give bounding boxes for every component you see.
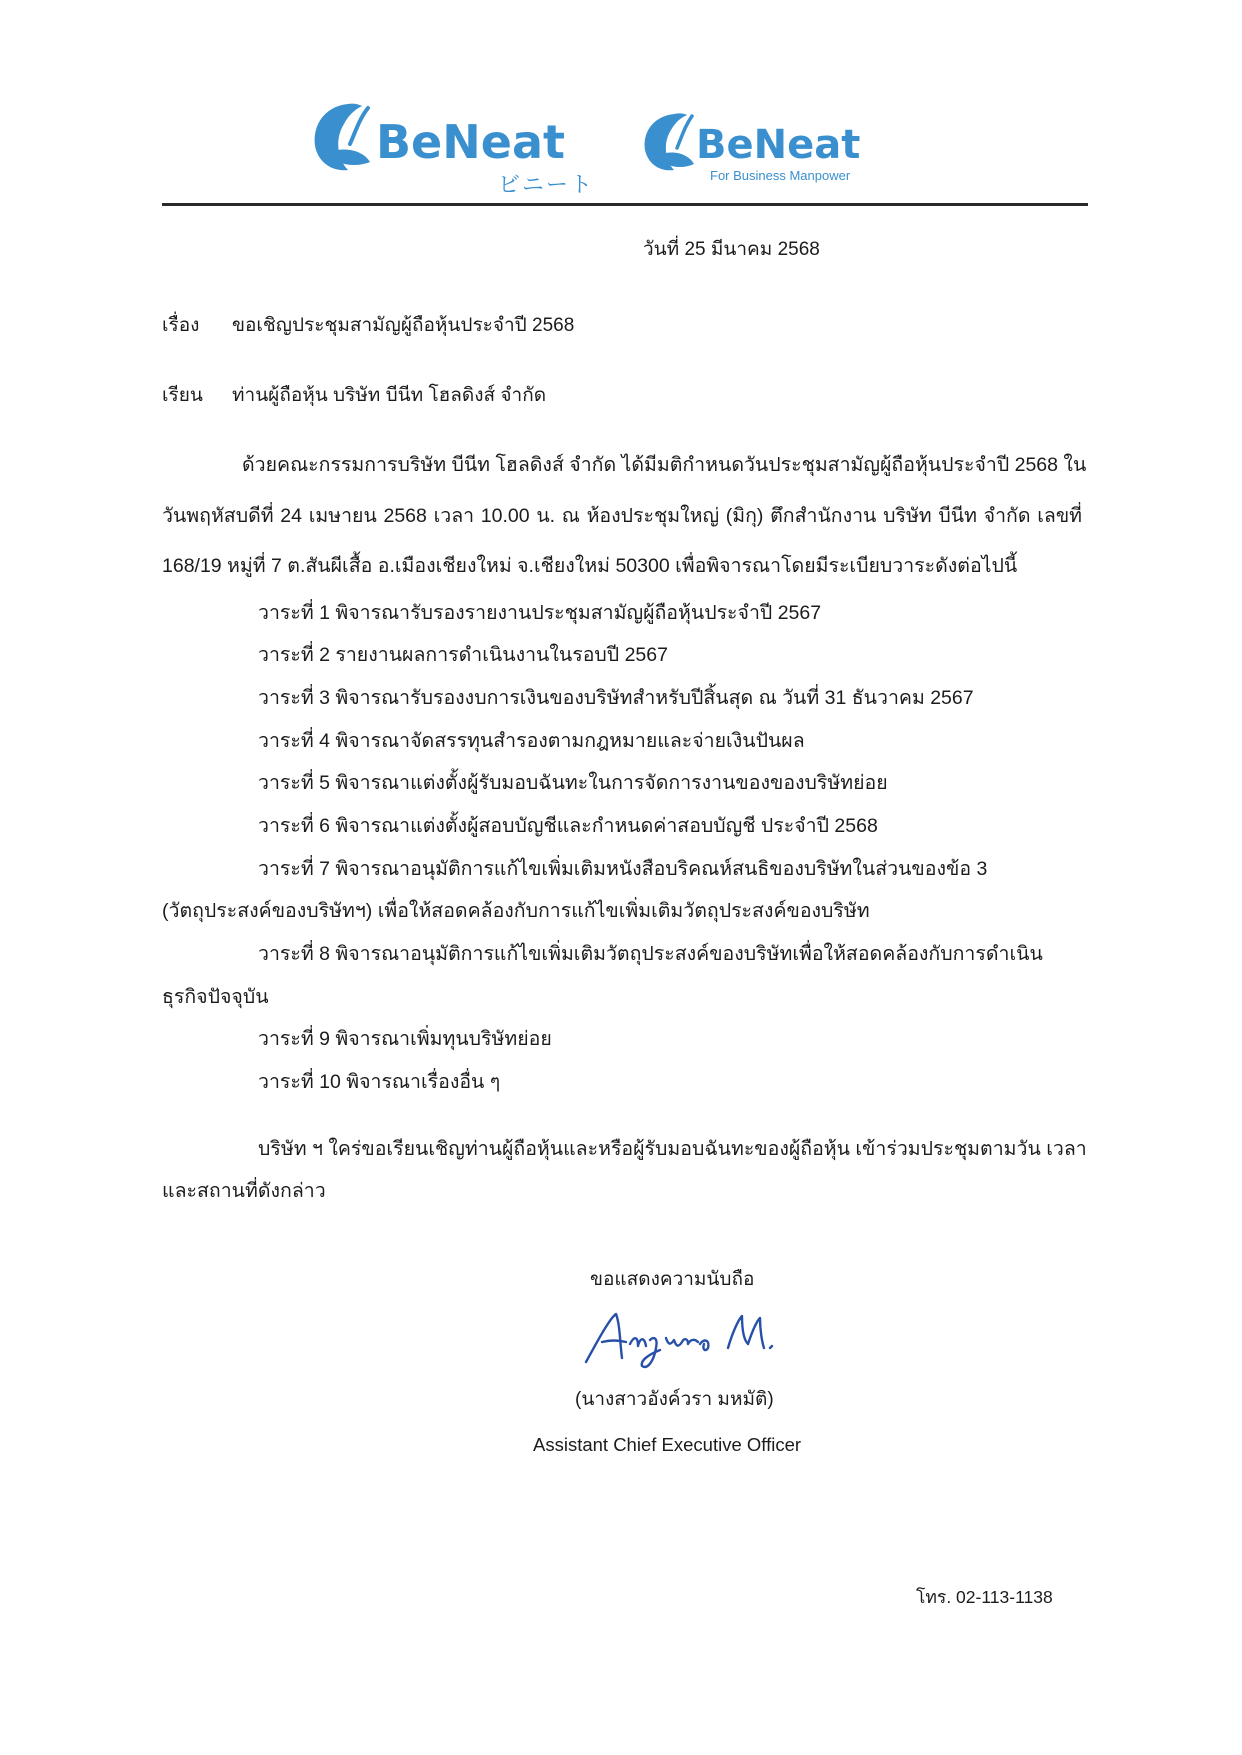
agenda-item-4: วาระที่ 4 พิจารณาจัดสรรทุนสำรองตามกฎหมายและจ่ายเงินปันผล: [258, 730, 805, 752]
agenda-item-2: วาระที่ 2 รายงานผลการดำเนินงานในรอบปี 2567: [258, 644, 668, 666]
signer-title: Assistant Chief Executive Officer: [533, 1434, 802, 1455]
recipient-text: ท่านผู้ถือหุ้น บริษัท บีนีท โฮลดิงส์ จำกัด: [232, 385, 547, 406]
letter-date: วันที่ 25 มีนาคม 2568: [643, 239, 820, 260]
agenda-item-3: วาระที่ 3 พิจารณารับรองงบการเงินของบริษัทสำหรับปีสิ้นสุด ณ วันที่ 31 ธันวาคม 2567: [258, 687, 974, 709]
subject-text: ขอเชิญประชุมสามัญผู้ถือหุ้นประจำปี 2568: [232, 315, 575, 336]
header-divider: [162, 203, 1088, 206]
agenda-item-1: วาระที่ 1 พิจารณารับรองรายงานประชุมสามัญผู้ถือหุ้นประจำปี 2567: [258, 602, 822, 624]
broom-icon: [315, 104, 370, 171]
logo-wordmark: BeNeat: [696, 122, 861, 168]
intro-line-3: 168/19 หมู่ที่ 7 ต.สันผีเสื้อ อ.เมืองเชียงใหม่ จ.เชียงใหม่ 50300 เพื่อพิจารณาโดยมีระเบียบวาระดังต่อไปนี้: [162, 555, 1018, 577]
agenda-item-7: วาระที่ 7 พิจารณาอนุมัติการแก้ไขเพิ่มเติมหนังสือบริคณห์สนธิของบริษัทในส่วนของข้อ 3: [258, 858, 988, 880]
logo-subtitle: ビニート: [498, 173, 595, 196]
subject-label: เรื่อง: [162, 315, 200, 336]
agenda-item-5: วาระที่ 5 พิจารณาแต่งตั้งผู้รับมอบฉันทะในการจัดการงานของของบริษัทย่อย: [258, 772, 888, 794]
agenda-item-6: วาระที่ 6 พิจารณาแต่งตั้งผู้สอบบัญชีและกำหนดค่าสอบบัญชี ประจำปี 2568: [258, 815, 878, 837]
agenda-item-9: วาระที่ 9 พิจารณาเพิ่มทุนบริษัทย่อย: [258, 1028, 552, 1050]
beneat-logo-primary: [310, 100, 602, 196]
invitation-line-2: และสถานที่ดังกล่าว: [162, 1180, 326, 1202]
signer-name: (นางสาวอังค์วรา มหมัติ): [575, 1389, 774, 1410]
logo-tagline: For Business Manpower: [710, 168, 851, 183]
closing-salutation: ขอแสดงความนับถือ: [590, 1269, 755, 1290]
invitation-line-1: บริษัท ฯ ใคร่ขอเรียนเชิญท่านผู้ถือหุ้นและหรือผู้รับมอบฉันทะของผู้ถือหุ้น เข้าร่วมประชุมตามวัน เวลา: [258, 1138, 1087, 1160]
agenda-item-8: วาระที่ 8 พิจารณาอนุมัติการแก้ไขเพิ่มเติมวัตถุประสงค์ของบริษัทเพื่อให้สอดคล้องกับการดำเนิน: [258, 943, 1043, 965]
handwritten-signature: [580, 1300, 790, 1380]
phone-number: โทร. 02-113-1138: [916, 1587, 1053, 1607]
logo-wordmark: BeNeat: [376, 115, 565, 169]
agenda-item-8-continued: ธุรกิจปัจจุบัน: [162, 986, 269, 1008]
beneat-logo-secondary: [640, 108, 880, 190]
agenda-item-10: วาระที่ 10 พิจารณาเรื่องอื่น ๆ: [258, 1071, 501, 1093]
intro-line-1: ด้วยคณะกรรมการบริษัท บีนีท โฮลดิงส์ จำกัด ได้มีมติกำหนดวันประชุมสามัญผู้ถือหุ้นประจำปี 2568 ใน: [242, 454, 1087, 476]
recipient-label: เรียน: [162, 385, 203, 406]
broom-icon: [645, 113, 694, 170]
intro-line-2: วันพฤหัสบดีที่ 24 เมษายน 2568 เวลา 10.00 น. ณ ห้องประชุมใหญ่ (มิกุ) ตึกสำนักงาน บริษัท บีนีท จำกัด เลขที่: [162, 505, 1082, 527]
agenda-item-7-continued: (วัตถุประสงค์ของบริษัทฯ) เพื่อให้สอดคล้องกับการแก้ไขเพิ่มเติมวัตถุประสงค์ของบริษัท: [162, 900, 870, 922]
